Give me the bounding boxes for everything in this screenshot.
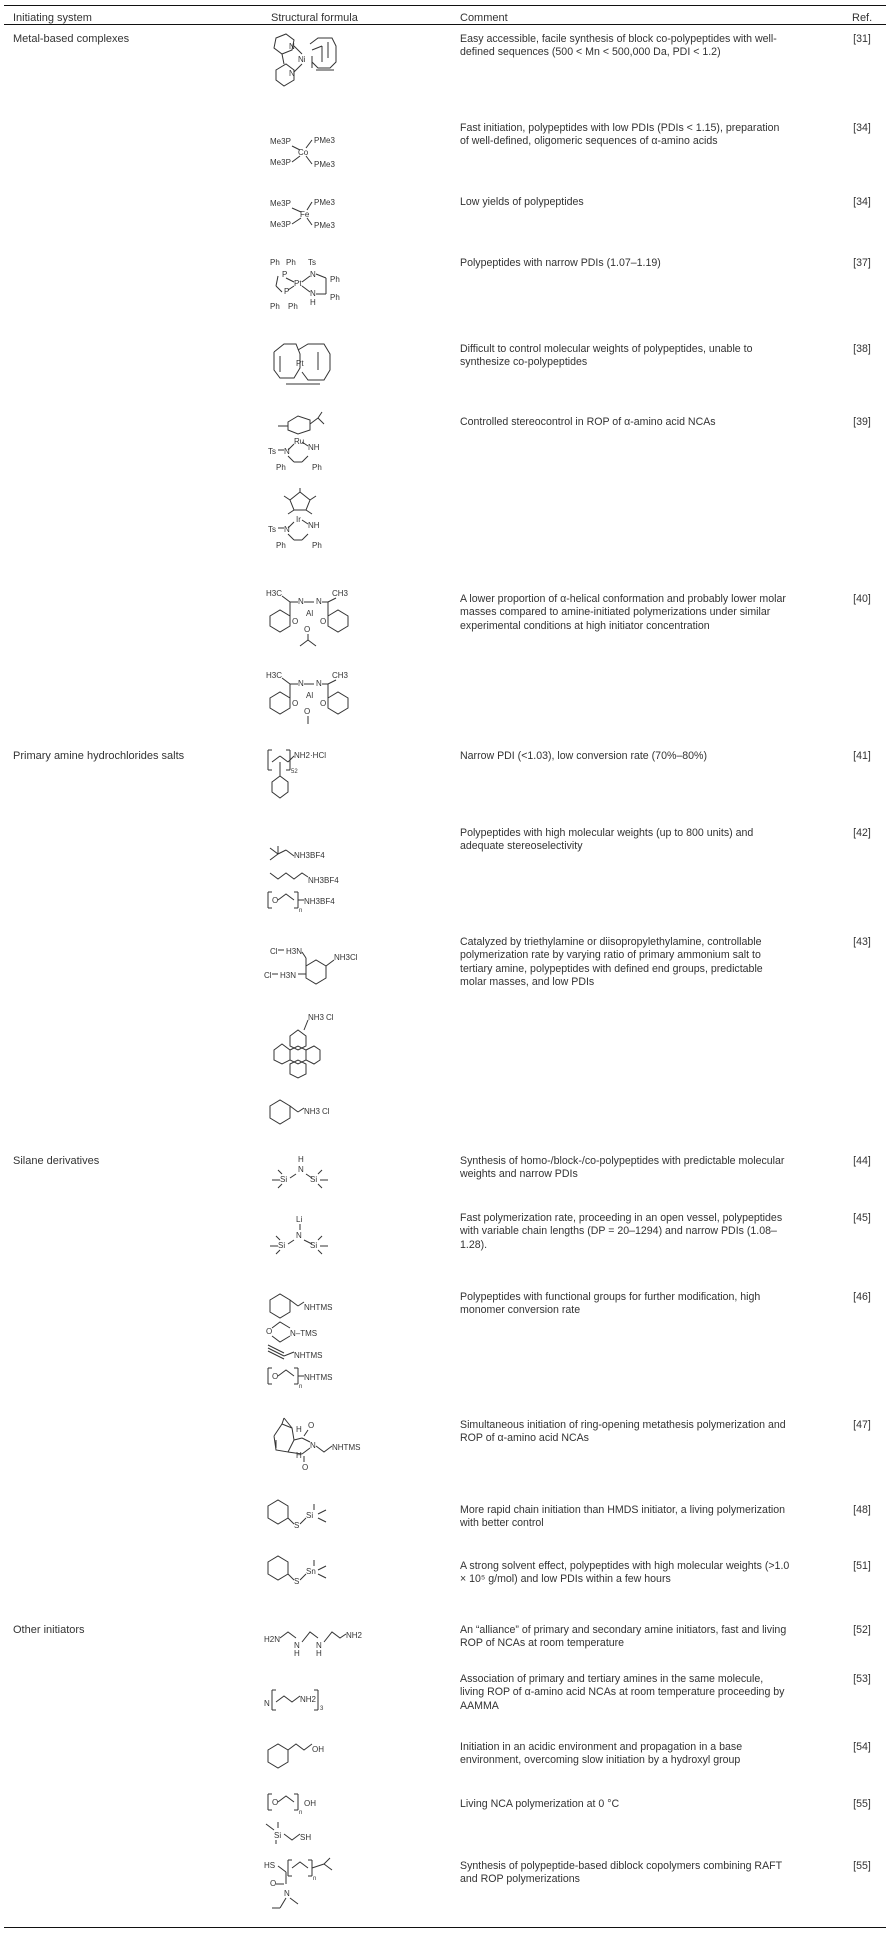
structure-phs-snme3 bbox=[264, 1552, 344, 1586]
structure-tren bbox=[264, 1680, 354, 1714]
svg-text:Ir: Ir bbox=[296, 515, 301, 524]
svg-text:Me3P: Me3P bbox=[270, 199, 291, 208]
structure-raft-amine bbox=[264, 1858, 364, 1914]
svg-text:Li: Li bbox=[296, 1215, 303, 1224]
svg-text:Al: Al bbox=[306, 691, 314, 700]
ref-31: [31] bbox=[853, 33, 871, 45]
svg-text:Ph: Ph bbox=[276, 541, 286, 550]
svg-text:O: O bbox=[272, 1372, 279, 1381]
svg-text:O: O bbox=[270, 1879, 277, 1888]
svg-text:SH: SH bbox=[300, 1833, 312, 1842]
structure-al-salen-ome bbox=[266, 670, 362, 732]
svg-text:Ph: Ph bbox=[312, 463, 322, 472]
system-amine-salts: Primary amine hydrochlorides salts bbox=[13, 750, 185, 762]
structure-al-salen-iso bbox=[266, 588, 362, 652]
svg-text:N: N bbox=[289, 42, 295, 51]
comment-romp: Simultaneous initiation of ring-opening metathesis polymerization and ROP of α-amino acid NCAs bbox=[460, 1419, 786, 1445]
svg-text:O: O bbox=[320, 617, 327, 626]
ref-55b: [55] bbox=[853, 1860, 871, 1872]
comment-polyamine: An “alliance” of primary and secondary amine initiators, fast and living ROP of NCAs at room temperature bbox=[460, 1624, 787, 1650]
comment-pt-ligand: Polypeptides with narrow PDIs (1.07–1.19) bbox=[460, 257, 661, 269]
svg-text:Ts: Ts bbox=[268, 525, 276, 534]
comment-co: Fast initiation, polypeptides with low PDIs (PDIs < 1.15), preparation of well-defined, oligomeric sequences of α-amino acids bbox=[460, 122, 780, 148]
svg-text:PMe3: PMe3 bbox=[314, 221, 335, 230]
svg-text:Me3P: Me3P bbox=[270, 220, 291, 229]
svg-text:NH2: NH2 bbox=[346, 1631, 363, 1640]
comment-al: A lower proportion of α-helical conformation and probably lower molar masses compared to amine-initiated polymerizations under similar experimental conditions at high initiator concentration bbox=[460, 593, 786, 632]
svg-text:P: P bbox=[284, 287, 290, 296]
svg-text:H: H bbox=[296, 1451, 302, 1460]
svg-text:Ph: Ph bbox=[270, 302, 280, 311]
svg-text:O: O bbox=[292, 617, 299, 626]
svg-text:H3N: H3N bbox=[280, 971, 297, 980]
header-ref: Ref. bbox=[852, 12, 873, 24]
svg-text:Me3P: Me3P bbox=[270, 158, 291, 167]
ref-41: [41] bbox=[853, 750, 871, 762]
structure-si-thiol bbox=[264, 1818, 354, 1846]
structure-peg-bf4 bbox=[264, 890, 364, 918]
structure-neopentyl-bf4 bbox=[268, 844, 358, 866]
svg-text:O: O bbox=[272, 896, 279, 905]
svg-text:Ru: Ru bbox=[294, 437, 305, 446]
svg-text:NH: NH bbox=[308, 443, 320, 452]
ref-39: [39] bbox=[853, 416, 871, 428]
svg-text:PMe3: PMe3 bbox=[314, 136, 335, 145]
comment-lihmds: Fast polymerization rate, proceeding in an open vessel, polypeptides with variable chain lengths (DP = 20–1294) and narrow PDIs (1.08–1.28). bbox=[460, 1212, 783, 1251]
top-rule bbox=[4, 5, 886, 6]
svg-text:OH: OH bbox=[312, 1745, 324, 1754]
svg-text:H3C: H3C bbox=[266, 671, 283, 680]
structure-benzyl-nhtms bbox=[266, 1290, 356, 1320]
svg-text:HS: HS bbox=[264, 1861, 276, 1870]
ref-47: [47] bbox=[853, 1419, 871, 1431]
ref-45: [45] bbox=[853, 1212, 871, 1224]
structure-peg-oh bbox=[264, 1792, 354, 1816]
svg-text:n: n bbox=[299, 1810, 303, 1816]
structure-phs-sime3 bbox=[264, 1496, 344, 1530]
svg-text:N: N bbox=[316, 679, 322, 688]
structure-peg-nhtms bbox=[264, 1366, 364, 1394]
svg-text:NH3BF4: NH3BF4 bbox=[294, 851, 325, 860]
svg-text:Cl: Cl bbox=[270, 947, 278, 956]
svg-text:H: H bbox=[316, 1649, 322, 1658]
ref-43: [43] bbox=[853, 936, 871, 948]
svg-text:Si: Si bbox=[274, 1831, 282, 1840]
svg-text:CH3: CH3 bbox=[332, 589, 349, 598]
comment-raft: Synthesis of polypeptide-based diblock copolymers combining RAFT and ROP polymerizations bbox=[460, 1860, 782, 1886]
svg-text:3: 3 bbox=[320, 1706, 324, 1712]
svg-text:NH2: NH2 bbox=[300, 1695, 317, 1704]
svg-text:H: H bbox=[310, 298, 316, 307]
svg-text:n: n bbox=[313, 1876, 317, 1882]
svg-text:N: N bbox=[284, 1889, 290, 1898]
svg-text:N: N bbox=[310, 1441, 316, 1450]
svg-text:NHTMS: NHTMS bbox=[332, 1443, 361, 1452]
svg-text:NH3BF4: NH3BF4 bbox=[308, 876, 339, 885]
svg-text:Fe: Fe bbox=[300, 210, 310, 219]
comment-tren: Association of primary and tertiary amines in the same molecule, living ROP of α-amino acid NCAs at room temperature proceeding by AAMMA bbox=[460, 1673, 785, 1712]
svg-text:S: S bbox=[294, 1521, 300, 1530]
ref-42: [42] bbox=[853, 827, 871, 839]
svg-text:N: N bbox=[284, 525, 290, 534]
svg-text:Ts: Ts bbox=[308, 258, 316, 267]
structure-ru-cymene bbox=[268, 412, 348, 472]
svg-text:NHTMS: NHTMS bbox=[304, 1373, 333, 1382]
svg-text:Si: Si bbox=[310, 1175, 318, 1184]
ref-52: [52] bbox=[853, 1624, 871, 1636]
svg-text:O: O bbox=[308, 1421, 315, 1430]
svg-text:PMe3: PMe3 bbox=[314, 160, 335, 169]
header-rule bbox=[4, 24, 886, 25]
svg-text:PMe3: PMe3 bbox=[314, 198, 335, 207]
svg-text:N: N bbox=[289, 69, 295, 78]
svg-text:Ph: Ph bbox=[330, 293, 340, 302]
structure-co-pme3 bbox=[270, 134, 350, 174]
svg-text:n: n bbox=[299, 1384, 303, 1390]
ref-44: [44] bbox=[853, 1155, 871, 1167]
svg-text:NH3: NH3 bbox=[304, 1107, 321, 1116]
svg-text:N: N bbox=[284, 447, 290, 456]
svg-text:Cl: Cl bbox=[322, 1107, 330, 1116]
svg-text:N–TMS: N–TMS bbox=[290, 1329, 318, 1338]
structure-ir-cp bbox=[268, 488, 348, 550]
svg-text:N: N bbox=[264, 1699, 270, 1708]
structure-propargyl-nhtms bbox=[266, 1344, 356, 1366]
ref-38: [38] bbox=[853, 343, 871, 355]
structure-butyl-bf4 bbox=[268, 869, 368, 891]
svg-text:Cl: Cl bbox=[326, 1013, 334, 1022]
svg-text:H2N: H2N bbox=[264, 1635, 281, 1644]
svg-text:Co: Co bbox=[298, 148, 309, 157]
svg-text:Ph: Ph bbox=[330, 275, 340, 284]
svg-text:Si: Si bbox=[280, 1175, 288, 1184]
svg-text:N: N bbox=[294, 1641, 300, 1650]
svg-text:Cl: Cl bbox=[350, 953, 358, 962]
comment-hmds: Synthesis of homo-/block-/co-polypeptides with predictable molecular weights and narrow PDIs bbox=[460, 1155, 785, 1181]
svg-text:Ni: Ni bbox=[298, 55, 306, 64]
comment-ph-s-sn: A strong solvent effect, polypeptides with high molecular weights (>1.0 × 10⁵ g/mol) and low PDIs within a few hours bbox=[460, 1560, 790, 1586]
svg-text:NH3: NH3 bbox=[334, 953, 351, 962]
svg-text:S: S bbox=[294, 1577, 300, 1586]
ref-54: [54] bbox=[853, 1741, 871, 1753]
ref-37: [37] bbox=[853, 257, 871, 269]
svg-text:H: H bbox=[294, 1649, 300, 1658]
svg-text:OH: OH bbox=[304, 1799, 316, 1808]
structure-pt-diphosphine bbox=[268, 256, 358, 314]
svg-text:NHTMS: NHTMS bbox=[304, 1303, 333, 1312]
svg-text:Ph: Ph bbox=[312, 541, 322, 550]
ref-51: [51] bbox=[853, 1560, 871, 1572]
svg-text:Si: Si bbox=[310, 1241, 318, 1250]
structure-hmds bbox=[268, 1152, 338, 1188]
svg-text:O: O bbox=[302, 1463, 309, 1472]
structure-fe-pme3 bbox=[270, 196, 350, 234]
svg-text:N: N bbox=[316, 597, 322, 606]
svg-text:Sn: Sn bbox=[306, 1567, 316, 1576]
svg-text:N: N bbox=[296, 1231, 302, 1240]
ref-34a: [34] bbox=[853, 122, 871, 134]
svg-text:NHTMS: NHTMS bbox=[294, 1351, 323, 1360]
ref-34b: [34] bbox=[853, 196, 871, 208]
comment-amine-hcl: Narrow PDI (<1.03), low conversion rate (70%–80%) bbox=[460, 750, 707, 762]
svg-text:N: N bbox=[316, 1641, 322, 1650]
svg-text:NH3BF4: NH3BF4 bbox=[304, 897, 335, 906]
svg-text:Me3P: Me3P bbox=[270, 137, 291, 146]
svg-text:Ph: Ph bbox=[276, 463, 286, 472]
svg-text:NH3: NH3 bbox=[308, 1013, 325, 1022]
svg-text:52: 52 bbox=[291, 769, 298, 775]
system-other: Other initiators bbox=[13, 1624, 85, 1636]
svg-text:N: N bbox=[298, 679, 304, 688]
header-structural-formula: Structural formula bbox=[271, 12, 358, 24]
svg-text:NH: NH bbox=[308, 521, 320, 530]
svg-text:Pt: Pt bbox=[294, 279, 302, 288]
structure-polyamine bbox=[264, 1622, 374, 1658]
comment-ph-s-si: More rapid chain initiation than HMDS initiator, a living polymerization with better control bbox=[460, 1504, 786, 1530]
ref-53: [53] bbox=[853, 1673, 871, 1685]
system-silane: Silane derivatives bbox=[13, 1155, 100, 1167]
svg-text:N: N bbox=[298, 1165, 304, 1174]
comment-hydroxyl: Initiation in an acidic environment and propagation in a base environment, overcoming slow initiation by a hydroxyl group bbox=[460, 1741, 743, 1767]
structure-xylylene-ammonium bbox=[264, 938, 384, 992]
svg-text:O: O bbox=[272, 1798, 279, 1807]
structure-norbornene-nhtms bbox=[264, 1416, 384, 1474]
ref-46: [46] bbox=[853, 1291, 871, 1303]
comment-bf4: Polypeptides with high molecular weights (up to 800 units) and adequate stereoselectivity bbox=[460, 827, 754, 853]
comment-ammonium: Catalyzed by triethylamine or diisopropylethylamine, controllable polymerization rate by varying ratio of primary ammonium salt to tertiary amine, polypeptides with defined end groups, predictable molar masses, and low PDIs bbox=[460, 936, 763, 988]
svg-text:H: H bbox=[298, 1155, 304, 1164]
comment-living-0c: Living NCA polymerization at 0 °C bbox=[460, 1798, 620, 1810]
ref-40: [40] bbox=[853, 593, 871, 605]
structure-ni-bipy-cod bbox=[264, 32, 354, 94]
svg-text:O: O bbox=[266, 1327, 273, 1336]
svg-text:Al: Al bbox=[306, 609, 314, 618]
svg-text:n: n bbox=[299, 908, 303, 914]
comment-ru-ir: Controlled stereocontrol in ROP of α-amino acid NCAs bbox=[460, 416, 716, 428]
svg-text:Si: Si bbox=[306, 1511, 314, 1520]
svg-text:Si: Si bbox=[278, 1241, 286, 1250]
svg-text:CH3: CH3 bbox=[332, 671, 349, 680]
structure-lihmds bbox=[268, 1212, 338, 1256]
svg-text:H: H bbox=[296, 1425, 302, 1434]
svg-text:Cl: Cl bbox=[264, 971, 272, 980]
svg-text:O: O bbox=[320, 699, 327, 708]
header-comment: Comment bbox=[460, 12, 508, 24]
svg-text:Ts: Ts bbox=[268, 447, 276, 456]
comment-pt-cod: Difficult to control molecular weights of polypeptides, unable to synthesize co-polypeptides bbox=[460, 343, 753, 369]
svg-text:Ph: Ph bbox=[288, 302, 298, 311]
ref-48: [48] bbox=[853, 1504, 871, 1516]
svg-text:N: N bbox=[310, 270, 316, 279]
svg-text:O: O bbox=[304, 625, 311, 634]
comment-ni: Easy accessible, facile synthesis of block co-polypeptides with well-defined sequences (500 < Mn < 500,000 Da, PDI < 1.2) bbox=[460, 33, 777, 59]
ref-55a: [55] bbox=[853, 1798, 871, 1810]
comment-fe: Low yields of polypeptides bbox=[460, 196, 584, 208]
svg-text:P: P bbox=[282, 270, 288, 279]
svg-text:N: N bbox=[310, 289, 316, 298]
svg-text:NH2·HCl: NH2·HCl bbox=[294, 751, 326, 760]
svg-text:Ph: Ph bbox=[286, 258, 296, 267]
structure-morpholine-tms bbox=[264, 1320, 354, 1346]
header-initiating-system: Initiating system bbox=[13, 12, 92, 24]
comment-nhtms: Polypeptides with functional groups for further modification, high monomer conversion rate bbox=[460, 1291, 761, 1317]
svg-text:Pt: Pt bbox=[296, 359, 304, 368]
system-metal-based: Metal-based complexes bbox=[13, 33, 130, 45]
structure-pyrene-ammonium bbox=[264, 1010, 364, 1078]
structure-phenylpropanol bbox=[264, 1738, 354, 1772]
structure-polymer-amine-hcl bbox=[264, 748, 364, 804]
svg-text:O: O bbox=[304, 707, 311, 716]
structure-pt-cod bbox=[268, 340, 338, 390]
svg-text:Ph: Ph bbox=[270, 258, 280, 267]
svg-text:N: N bbox=[298, 597, 304, 606]
bottom-rule bbox=[4, 1927, 886, 1928]
structure-benzyl-ammonium bbox=[266, 1094, 356, 1126]
svg-text:O: O bbox=[292, 699, 299, 708]
svg-text:H3C: H3C bbox=[266, 589, 283, 598]
svg-text:H3N: H3N bbox=[286, 947, 303, 956]
